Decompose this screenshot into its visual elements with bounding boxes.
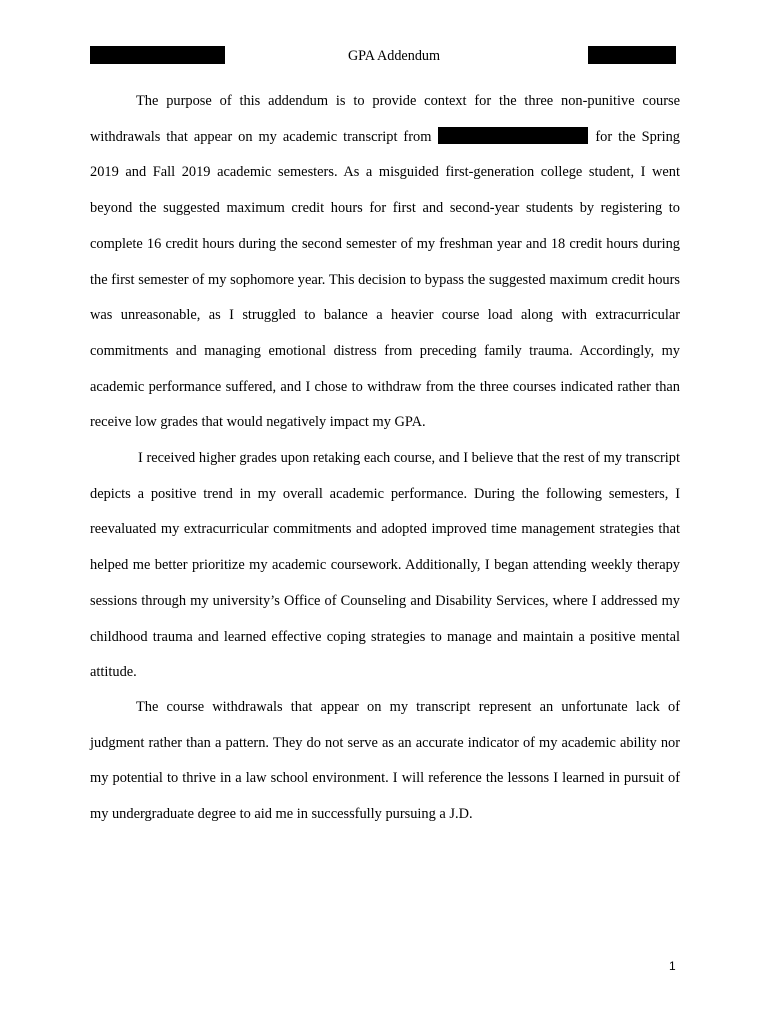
paragraph-3 [90,690,680,833]
paragraph-1-text-end: for the Spring 2019 and Fall 2019 academic semesters. As a misguided first-generation college student, I went beyond the suggested maximum credit hours for first and second-year students by registering to complete 16 credit hours during the second semester of my freshman year and 18 credit hours during the first semester of my sophomore year. This decision to bypass the suggested maximum credit hours was unreasonable, as I struggled to balance a heavier course load along with extracurricular commitments and managing emotional distress from preceding family trauma. Accordingly, my academic performance suffered, and I chose to withdraw from the three courses indicated rather than receive low grades that would negatively impact my GPA. [90,128,680,431]
institution-redaction [438,127,588,144]
paragraph-1-text-start: The purpose of this addendum is to provide context for the three non-punitive course withdrawals that appear on my academic transcript from [90,93,680,145]
page-number: 1 [669,959,676,973]
paragraph-1 [90,84,680,441]
header-redaction-right [588,46,676,64]
paragraph-2-text: I received higher grades upon retaking each course, and I believe that the rest of my transcript depicts a positive trend in my overall academic performance. During the following semesters, I reevaluated my extracurricular commitments and adopted improved time management strategies that helped me better prioritize my academic coursework. Additionally, I began attending weekly therapy sessions through my university’s Office of Counseling and Disability Services, where I addressed my childhood trauma and learned effective coping strategies to manage and maintain a positive mental attitude. [90,450,680,681]
document-title: GPA Addendum [347,48,441,64]
paragraph-3-text: The course withdrawals that appear on my transcript represent an unfortunate lack of judgment rather than a pattern. They do not serve as an accurate indicator of my academic ability nor my potential to thrive in a law school environment. I will reference the lessons I learned in pursuit of my undergraduate degree to aid me in successfully pursuing a J.D. [90,699,680,823]
paragraph-2 [90,441,680,691]
